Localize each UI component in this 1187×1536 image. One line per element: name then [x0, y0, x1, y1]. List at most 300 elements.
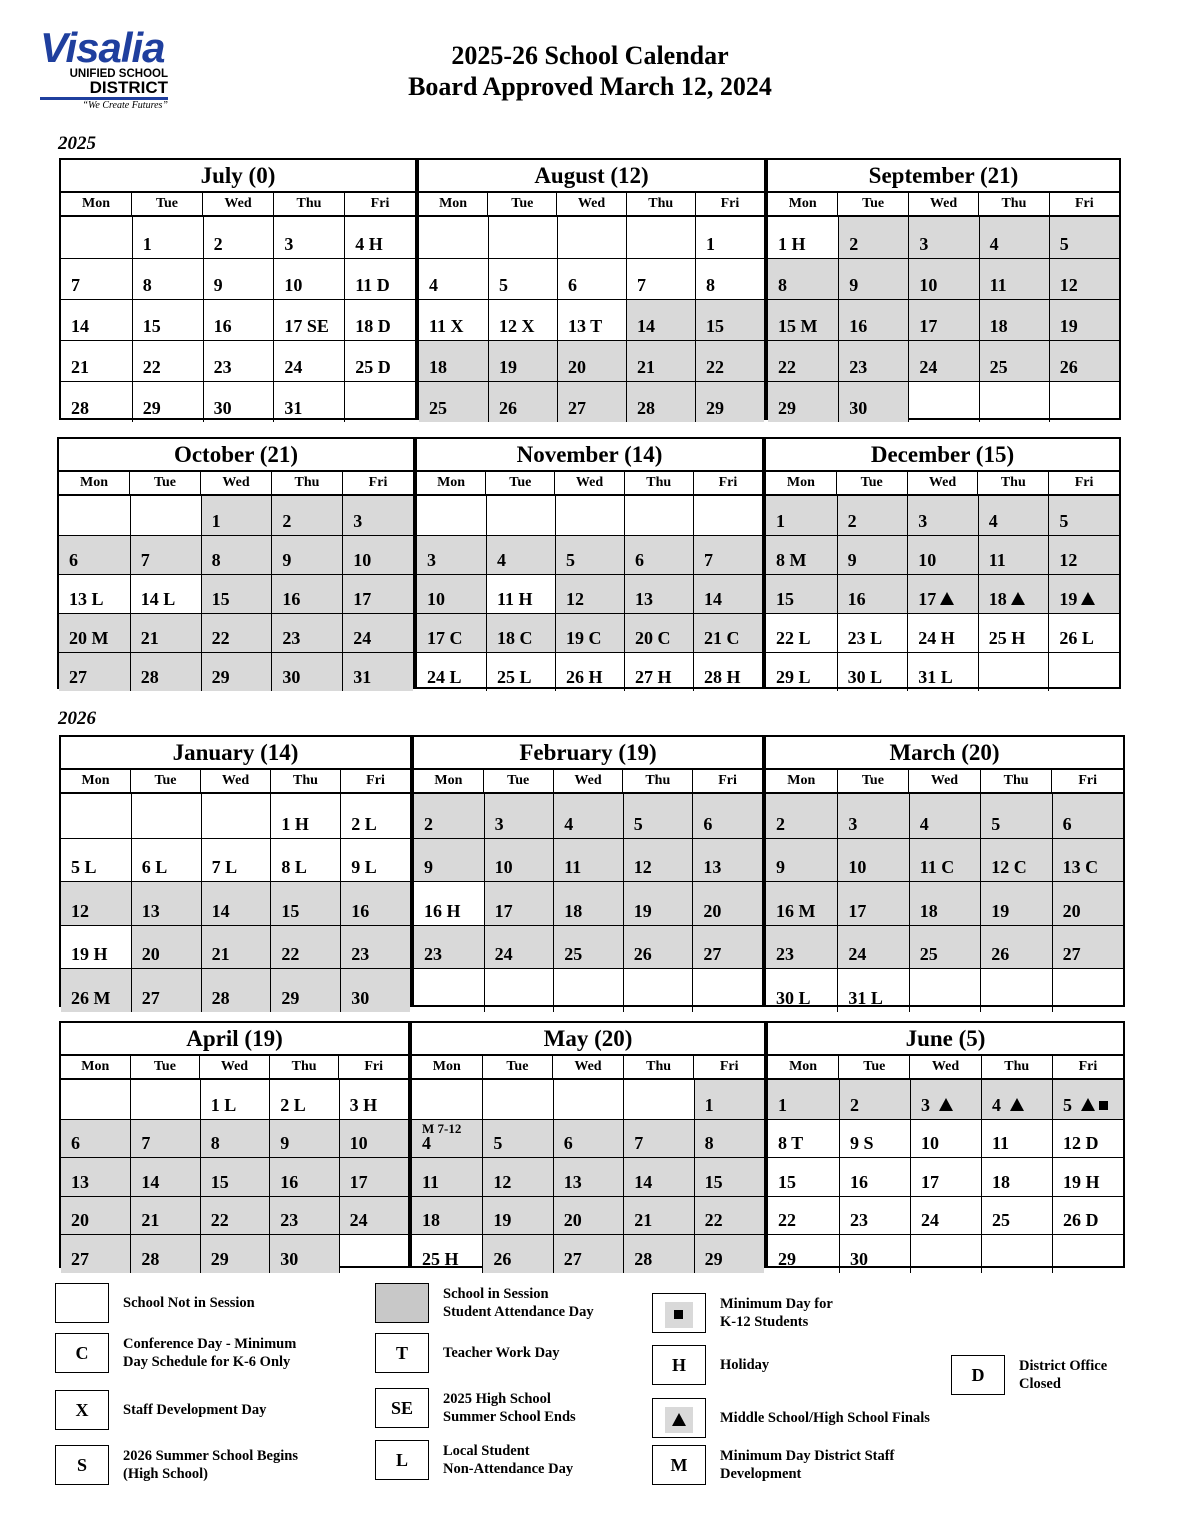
- day-label: 31 L: [918, 667, 953, 687]
- day-label: 29: [778, 398, 796, 418]
- day-cell: [486, 535, 555, 574]
- day-label: 23: [282, 628, 301, 648]
- day-cell: [270, 968, 340, 1012]
- day-cell: [837, 968, 908, 1012]
- day-cell: [200, 1157, 269, 1196]
- day-label: 19: [633, 900, 652, 921]
- weekday-fri: Fri: [693, 1056, 764, 1078]
- day-label: 2 L: [351, 813, 377, 834]
- day-label: 31 L: [848, 987, 883, 1008]
- day-cell: [1049, 299, 1119, 340]
- day-cell: [907, 496, 978, 535]
- day-label: 10: [353, 550, 372, 570]
- day-cell: [203, 340, 274, 381]
- month-july: [59, 158, 417, 420]
- day-cell: [130, 1234, 199, 1273]
- day-label: 25: [429, 398, 447, 418]
- day-cell: [907, 652, 978, 691]
- day-label: 8: [704, 1133, 714, 1153]
- day-label: 26: [1059, 357, 1078, 377]
- empty-day-cell: [978, 652, 1049, 691]
- day-label: 9: [282, 550, 292, 570]
- day-label: 28: [71, 398, 89, 418]
- day-cell: [200, 1234, 269, 1273]
- day-cell: [1052, 925, 1123, 969]
- weekday-wed: Wed: [909, 1056, 980, 1078]
- day-label: 4: [564, 813, 574, 834]
- day-label: 8: [706, 275, 715, 295]
- day-label: 28: [140, 667, 159, 687]
- day-cell: [344, 299, 415, 340]
- day-label: 21: [637, 357, 655, 377]
- day-cell: [61, 258, 132, 299]
- day-grid: [414, 794, 762, 1012]
- day-label: 5: [991, 813, 1001, 834]
- day-cell: [131, 925, 201, 969]
- weekday-header: [768, 193, 1119, 217]
- day-cell: [340, 968, 410, 1012]
- day-cell: [766, 794, 837, 838]
- day-label: 2: [847, 511, 857, 531]
- day-cell: [486, 652, 555, 691]
- legend-label-minimum-day-staff: Minimum Day District Staff Development: [720, 1448, 895, 1482]
- day-label: 24: [848, 944, 867, 965]
- day-cell: [978, 535, 1049, 574]
- weekday-mon: Mon: [80, 475, 108, 490]
- day-label: 10: [918, 550, 937, 570]
- day-label: 19 H: [1063, 1171, 1100, 1192]
- day-cell: [273, 381, 344, 422]
- day-label: 17 SE: [284, 316, 329, 336]
- day-label: 4: [497, 550, 506, 570]
- day-cell: [909, 881, 980, 925]
- day-label: 9: [280, 1133, 290, 1153]
- day-label: 1: [704, 1094, 714, 1115]
- day-cell: [488, 258, 557, 299]
- empty-day-cell: [692, 968, 762, 1012]
- day-cell: [557, 381, 626, 422]
- day-cell: [693, 613, 762, 652]
- day-label: 5: [1063, 1095, 1108, 1116]
- day-cell: [271, 496, 342, 535]
- weekday-tue: Tue: [838, 1056, 909, 1078]
- day-label: 24: [494, 944, 513, 965]
- day-label: 7: [71, 275, 80, 295]
- day-label: 30: [850, 1248, 868, 1269]
- weekday-mon: Mon: [788, 196, 817, 211]
- day-cell: [768, 1196, 839, 1235]
- month-title: March (20): [766, 737, 1123, 770]
- day-cell: [200, 1080, 269, 1119]
- empty-day-cell: [488, 217, 557, 258]
- day-label: 18: [429, 357, 447, 377]
- day-label: 9: [776, 857, 785, 878]
- day-cell: [340, 838, 410, 882]
- empty-day-cell: [131, 794, 201, 838]
- day-cell: [339, 1119, 408, 1158]
- day-cell: [908, 217, 978, 258]
- day-cell: [839, 1080, 910, 1119]
- day-label: 8: [142, 275, 152, 295]
- day-cell: [838, 381, 908, 422]
- day-cell: [273, 299, 344, 340]
- empty-day-cell: [339, 1234, 408, 1273]
- day-label: 4: [989, 234, 999, 254]
- weekday-fri: Fri: [695, 193, 764, 215]
- day-label: 25 H: [422, 1248, 459, 1269]
- empty-day-cell: [909, 968, 980, 1012]
- day-label: 18: [422, 1210, 440, 1230]
- day-label: 6: [635, 550, 644, 570]
- day-cell: [339, 1157, 408, 1196]
- day-label: 30 L: [847, 667, 883, 687]
- day-cell: [344, 217, 415, 258]
- day-cell: [200, 1119, 269, 1158]
- legend-code: S: [76, 1455, 87, 1475]
- weekday-header: [417, 472, 762, 496]
- day-label: 16 M: [776, 900, 816, 921]
- day-cell: [203, 299, 274, 340]
- day-cell: [130, 613, 201, 652]
- day-cell: [419, 340, 488, 381]
- day-label: 3: [921, 1095, 954, 1116]
- day-label: 10: [349, 1133, 368, 1153]
- day-label: 17: [349, 1171, 368, 1192]
- day-label: 9: [213, 275, 223, 295]
- day-cell: [766, 496, 837, 535]
- weekday-header: [419, 193, 764, 217]
- empty-day-cell: [555, 496, 624, 535]
- day-label: 3: [918, 511, 928, 531]
- day-label: 29: [704, 1248, 723, 1269]
- day-label: 16: [280, 1171, 299, 1192]
- day-label: 4: [919, 813, 929, 834]
- day-cell: [1052, 1196, 1123, 1235]
- day-label: 25: [564, 944, 583, 965]
- legend-label-minimum-day-k12: Minimum Day for K-12 Students: [720, 1296, 833, 1330]
- weekday-mon: Mon: [81, 1059, 110, 1074]
- day-label: 8: [778, 275, 787, 295]
- day-label: 6: [69, 550, 78, 570]
- weekday-tue: Tue: [487, 193, 556, 215]
- day-cell: [766, 838, 837, 882]
- day-label: 4 H: [355, 234, 383, 254]
- day-label: 10: [427, 589, 445, 609]
- weekday-mon: Mon: [789, 1059, 818, 1074]
- day-label: 17: [921, 1171, 939, 1192]
- day-cell: [339, 1196, 408, 1235]
- legend-swatch-summer-school-begins: [55, 1445, 109, 1485]
- day-label: 17: [918, 589, 955, 610]
- day-cell: [419, 299, 488, 340]
- weekday-tue: Tue: [131, 193, 202, 215]
- day-label: 8: [210, 1133, 220, 1153]
- day-cell: [695, 381, 764, 422]
- day-cell: [692, 925, 762, 969]
- day-label: 2: [424, 813, 433, 834]
- day-cell: [695, 299, 764, 340]
- day-label: 15: [706, 316, 724, 336]
- day-label: 30: [282, 667, 301, 687]
- day-label: 21: [71, 357, 89, 377]
- day-cell: [486, 574, 555, 613]
- day-cell: [270, 881, 340, 925]
- day-label: 30: [849, 398, 868, 418]
- day-label: 28: [634, 1248, 653, 1269]
- day-label: 3: [427, 550, 436, 570]
- day-cell: [692, 838, 762, 882]
- day-label: 11 H: [497, 589, 533, 609]
- day-label: 27 H: [635, 667, 672, 687]
- month-title: January (14): [61, 737, 410, 770]
- day-cell: [553, 838, 623, 882]
- day-label: 23: [213, 357, 232, 377]
- day-label: 27: [141, 987, 160, 1008]
- day-cell: [200, 1196, 269, 1235]
- weekday-thu: Thu: [977, 472, 1048, 494]
- weekday-fri: Fri: [1049, 193, 1119, 215]
- day-cell: [553, 881, 623, 925]
- day-cell: [340, 925, 410, 969]
- day-label: 30: [213, 398, 232, 418]
- day-label: 11: [422, 1171, 440, 1192]
- day-cell: [201, 535, 272, 574]
- day-label: 12: [633, 857, 652, 878]
- day-cell: [201, 881, 271, 925]
- day-cell: [270, 838, 340, 882]
- day-label: 4: [988, 511, 998, 531]
- empty-day-cell: [486, 496, 555, 535]
- day-label: 3: [494, 813, 504, 834]
- legend-label-in-session: School in Session Student Attendance Day: [443, 1286, 594, 1320]
- day-label: 18: [992, 1171, 1010, 1192]
- may-note: M 7-12: [422, 1120, 462, 1136]
- day-label: 11: [989, 275, 1007, 295]
- day-label: 15: [142, 316, 161, 336]
- day-label: 19 H: [71, 944, 108, 965]
- day-label: 18: [564, 900, 583, 921]
- day-cell: [694, 1119, 764, 1158]
- weekday-thu: Thu: [622, 770, 692, 792]
- day-label: 26: [633, 944, 652, 965]
- day-label: 13 T: [568, 316, 603, 336]
- month-title: July (0): [61, 160, 415, 193]
- day-cell: [61, 968, 131, 1012]
- weekday-tue: Tue: [482, 1056, 553, 1078]
- month-january: [59, 735, 412, 1007]
- month-september: [766, 158, 1121, 420]
- weekday-fri: Fri: [1051, 770, 1123, 792]
- day-cell: [417, 574, 486, 613]
- day-label: 24: [921, 1210, 939, 1230]
- day-cell: [61, 340, 132, 381]
- day-cell: [624, 574, 693, 613]
- day-cell: [201, 574, 272, 613]
- day-cell: [1052, 838, 1123, 882]
- day-label: 25: [992, 1210, 1010, 1230]
- weekday-wed: Wed: [200, 472, 271, 494]
- weekday-fri: Fri: [693, 472, 762, 494]
- day-label: 29: [210, 1248, 229, 1269]
- day-label: 23: [776, 944, 794, 965]
- month-december: [764, 437, 1121, 689]
- day-label: 29 L: [776, 667, 811, 687]
- month-title: October (21): [59, 439, 413, 472]
- day-label: 12 D: [1063, 1133, 1099, 1153]
- day-label: 9: [849, 275, 859, 295]
- day-cell: [908, 299, 978, 340]
- day-label: 14: [634, 1171, 653, 1192]
- day-cell: [768, 258, 838, 299]
- day-label: 30: [280, 1248, 299, 1269]
- day-label: 5: [499, 275, 508, 295]
- day-cell: [838, 217, 908, 258]
- day-label: 5: [1059, 234, 1069, 254]
- day-cell: [694, 1196, 764, 1235]
- day-label: 21: [211, 944, 230, 965]
- logo-wordmark: Visalia: [40, 24, 165, 71]
- legend-label-summer-school-ends: 2025 High School Summer School Ends: [443, 1391, 576, 1425]
- day-label: 14: [71, 316, 89, 336]
- day-label: 19 C: [566, 628, 602, 648]
- day-label: 12: [566, 589, 584, 609]
- weekday-header: [766, 770, 1123, 794]
- day-cell: [695, 258, 764, 299]
- weekday-thu: Thu: [273, 193, 344, 215]
- empty-day-cell: [908, 381, 978, 422]
- day-cell: [482, 1234, 552, 1273]
- day-label: 31: [353, 667, 372, 687]
- day-cell: [978, 574, 1049, 613]
- legend-label-conference-day: Conference Day - Minimum Day Schedule for K-6 Only: [123, 1336, 297, 1370]
- legend-label-staff-development: Staff Development Day: [123, 1402, 267, 1418]
- weekday-thu: Thu: [626, 193, 695, 215]
- day-cell: [130, 535, 201, 574]
- day-label: 15: [704, 1171, 723, 1192]
- day-cell: [488, 381, 557, 422]
- day-cell: [61, 1234, 130, 1273]
- day-cell: [1049, 340, 1119, 381]
- legend-swatch-minimum-day-k12: [652, 1293, 706, 1333]
- day-label: 1 H: [281, 813, 309, 834]
- day-cell: [342, 652, 413, 691]
- weekday-mon: Mon: [82, 196, 110, 211]
- day-cell: [692, 794, 762, 838]
- day-grid: [417, 496, 762, 691]
- logo-line1: UNIFIED SCHOOL: [69, 68, 168, 80]
- month-title: April (19): [61, 1023, 408, 1056]
- day-label: 25 L: [497, 667, 532, 687]
- day-cell: [623, 925, 693, 969]
- day-label: 14 L: [140, 589, 176, 609]
- empty-day-cell: [484, 968, 554, 1012]
- day-cell: [201, 496, 272, 535]
- day-label: 15: [778, 1171, 796, 1192]
- day-grid: [766, 496, 1119, 691]
- weekday-wed: Wed: [552, 1056, 623, 1078]
- day-cell: [766, 574, 837, 613]
- day-label: 31: [284, 398, 303, 418]
- month-june: [766, 1021, 1125, 1268]
- day-label: 17: [353, 589, 372, 609]
- day-cell: [695, 217, 764, 258]
- day-label: 23: [849, 357, 868, 377]
- empty-day-cell: [412, 1080, 482, 1119]
- day-label: 19: [499, 357, 517, 377]
- day-cell: [412, 1157, 482, 1196]
- day-label: 25: [919, 944, 938, 965]
- day-label: 22: [142, 357, 161, 377]
- day-label: 16: [351, 900, 370, 921]
- day-cell: [837, 574, 908, 613]
- day-label: 13 C: [1062, 857, 1099, 878]
- day-cell: [837, 925, 908, 969]
- day-label: 7: [704, 550, 713, 570]
- day-cell: [414, 925, 484, 969]
- weekday-thu: Thu: [981, 1056, 1052, 1078]
- day-grid: [766, 794, 1123, 1012]
- finals-icon: [1007, 589, 1026, 609]
- day-label: 22: [210, 1210, 229, 1230]
- day-cell: [61, 1196, 130, 1235]
- weekday-wed: Wed: [199, 1056, 269, 1078]
- day-cell: [555, 535, 624, 574]
- day-grid: [412, 1080, 764, 1273]
- day-label: 20: [568, 357, 586, 377]
- day-cell: [624, 535, 693, 574]
- day-label: 20: [141, 944, 160, 965]
- day-cell: [201, 652, 272, 691]
- day-label: 18: [919, 900, 938, 921]
- day-cell: [978, 613, 1049, 652]
- day-label: 2: [849, 234, 859, 254]
- day-label: 2 L: [280, 1094, 306, 1115]
- weekday-tue: Tue: [130, 770, 200, 792]
- weekday-wed: Wed: [200, 770, 270, 792]
- day-cell: [839, 1157, 910, 1196]
- day-label: 24: [353, 628, 372, 648]
- day-cell: [768, 1234, 839, 1273]
- empty-day-cell: [1048, 652, 1119, 691]
- day-cell: [838, 258, 908, 299]
- empty-day-cell: [623, 1080, 693, 1119]
- day-cell: [131, 838, 201, 882]
- day-cell: [623, 794, 693, 838]
- day-label: 1 L: [210, 1094, 237, 1115]
- day-label: 16 H: [424, 900, 461, 921]
- day-cell: [766, 613, 837, 652]
- day-label: 25: [989, 357, 1008, 377]
- day-cell: [340, 794, 410, 838]
- weekday-fri: Fri: [1048, 472, 1119, 494]
- day-label: 3 H: [349, 1094, 378, 1115]
- day-cell: [340, 881, 410, 925]
- day-cell: [907, 535, 978, 574]
- day-label: 11 C: [919, 857, 955, 878]
- day-cell: [130, 652, 201, 691]
- day-label: 22: [281, 944, 300, 965]
- day-label: 11: [988, 550, 1006, 570]
- day-cell: [768, 340, 838, 381]
- day-label: 8: [211, 550, 221, 570]
- day-label: 24: [349, 1210, 368, 1230]
- day-label: 16: [847, 589, 866, 609]
- day-cell: [1048, 535, 1119, 574]
- finals-icon: [665, 1407, 693, 1433]
- day-label: 28: [141, 1248, 160, 1269]
- day-label: 27: [71, 1248, 89, 1269]
- day-label: 29: [142, 398, 161, 418]
